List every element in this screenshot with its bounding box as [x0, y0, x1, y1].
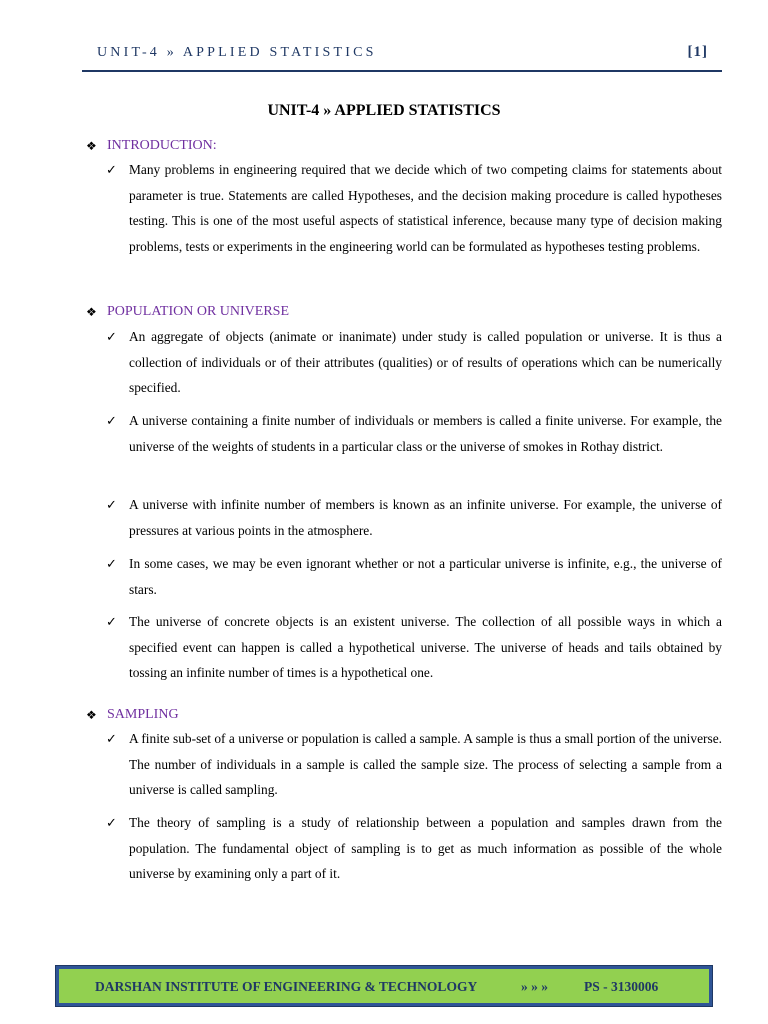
- checkmark-icon: ✓: [106, 815, 117, 830]
- list-item-text: A universe containing a finite number of individuals or members is called a finite universe. For example, the universe of the weights of students in a particular class or the universe of smokes in Rothay district.: [129, 413, 722, 454]
- checkmark-icon: ✓: [106, 731, 117, 746]
- section-heading-label: SAMPLING: [107, 707, 179, 722]
- checkmark-icon: ✓: [106, 162, 117, 177]
- header-page-number: [1]: [687, 44, 708, 60]
- list-item-text: Many problems in engineering required that we decide which of two competing claims for statements about parameter is true. Statements are called Hypotheses, and the decision making procedure is called hypotheses testing. This is one of the most useful aspects of statistical inference, because many type of decision making problems, tests or experiments in the engineering world can be formulated as hypotheses testing problems.: [129, 162, 722, 254]
- checkmark-icon: ✓: [106, 497, 117, 512]
- list-item-text: An aggregate of objects (animate or inanimate) under study is called population or universe. It is thus a collection of individuals or of their attributes (qualities) or of results of operations which can be numerically specified.: [129, 329, 722, 395]
- header-unit-title: UNIT-4 » APPLIED STATISTICS: [97, 45, 377, 60]
- checkmark-icon: ✓: [106, 413, 117, 428]
- diamond-bullet-icon: ❖: [86, 708, 97, 722]
- checkmark-icon: ✓: [106, 329, 117, 344]
- section-heading-population: [86, 303, 289, 321]
- list-item-text: In some cases, we may be even ignorant whether or not a particular universe is infinite, e.g., the universe of stars.: [129, 556, 722, 597]
- footer-arrows: » » »: [521, 979, 548, 994]
- page-title: UNIT-4 » APPLIED STATISTICS: [267, 102, 501, 119]
- section-heading-introduction: [86, 137, 217, 155]
- section-heading-label: INTRODUCTION:: [107, 138, 217, 153]
- list-item-text: A finite sub-set of a universe or population is called a sample. A sample is thus a small portion of the universe. The number of individuals in a sample is called the sample size. The process of selecting a sample from a universe is called sampling.: [129, 731, 722, 797]
- footer-institute-name: DARSHAN INSTITUTE OF ENGINEERING & TECHNOLOGY: [95, 979, 478, 994]
- diamond-bullet-icon: ❖: [86, 139, 97, 153]
- section-heading-label: POPULATION OR UNIVERSE: [107, 304, 290, 319]
- footer-course-code: PS - 3130006: [584, 979, 659, 994]
- checkmark-icon: ✓: [106, 556, 117, 571]
- list-item-text: A universe with infinite number of members is known as an infinite universe. For example, the universe of pressures at various points in the atmosphere.: [129, 497, 722, 538]
- checkmark-icon: ✓: [106, 614, 117, 629]
- page-footer: [56, 966, 712, 1006]
- list-item-text: The theory of sampling is a study of relationship between a population and samples drawn from the population. The fundamental object of sampling is to get as much information as possible of the whole universe by examining only a part of it.: [129, 815, 722, 881]
- section-heading-sampling: [86, 706, 179, 724]
- diamond-bullet-icon: ❖: [86, 305, 97, 319]
- list-item-text: The universe of concrete objects is an existent universe. The collection of all possible ways in which a specified event can happen is called a hypothetical universe. The universe of heads and tails obtained by tossing an infinite number of times is a hypothetical one.: [129, 614, 722, 680]
